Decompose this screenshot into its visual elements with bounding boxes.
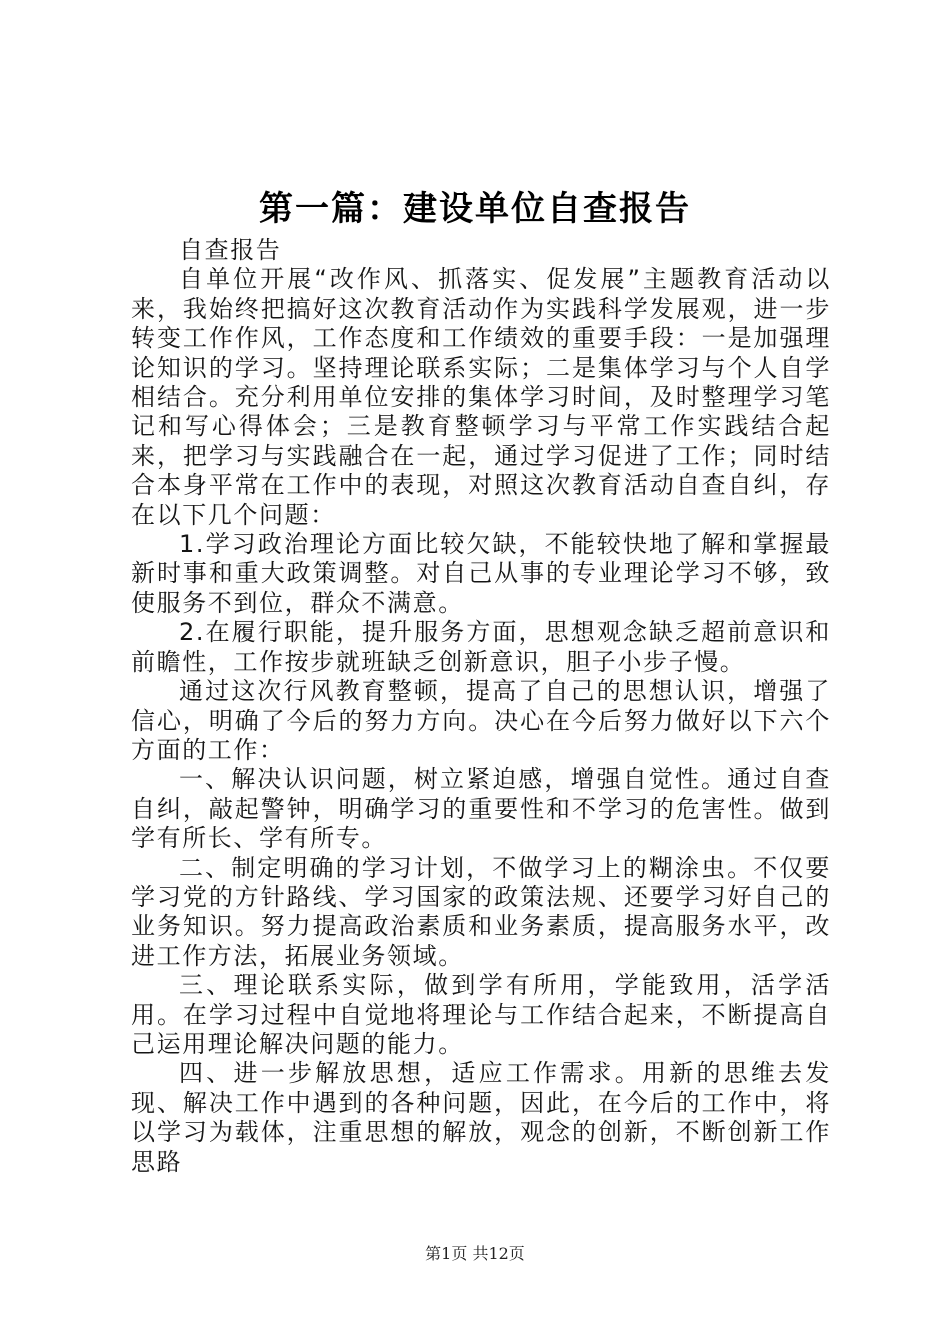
page-number-footer: 第1页 共12页 <box>425 1244 525 1263</box>
paragraph-intro: 自单位开展“改作风、抓落实、促发展”主题教育活动以来，我始终把搞好这次教育活动作为实践科学发展观，进一步转变工作作风，工作态度和工作绩效的重要手段：一是加强理论知识的学习。坚持理论联系实际；二是集体学习与个人自学相结合。充分利用单位安排的集体学习时间，及时整理学习笔记和写心得体会；三是教育整顿学习与平常工作实践结合起来，把学习与实践融合在一起，通过学习促进了工作；同时结合本身平常在工作中的表现，对照这次教育活动自查自纠，存在以下几个问题： <box>131 265 831 529</box>
paragraph-measure-4: 四、进一步解放思想，适应工作需求。用新的思维去发现、解决工作中遇到的各种问题，因此，在今后的工作中，将以学习为载体，注重思想的解放，观念的创新，不断创新工作思路 <box>131 1059 831 1176</box>
paragraph-measure-2: 二、制定明确的学习计划，不做学习上的糊涂虫。不仅要学习党的方针路线、学习国家的政策法规、还要学习好自己的业务知识。努力提高政治素质和业务素质，提高服务水平，改进工作方法，拓展业务领域。 <box>131 853 831 970</box>
paragraph-issue-2: 2.在履行职能，提升服务方面，思想观念缺乏超前意识和前瞻性，工作按步就班缺乏创新意识，胆子小步子慢。 <box>131 618 831 676</box>
document-title: 第一篇：建设单位自查报告 <box>259 189 691 229</box>
document-body <box>131 236 831 1177</box>
paragraph-measure-1: 一、解决认识问题，树立紧迫感，增强自觉性。通过自查自纠，敲起警钟，明确学习的重要性和不学习的危害性。做到学有所长、学有所专。 <box>131 765 831 853</box>
paragraph-resolution: 通过这次行风教育整顿，提高了自己的思想认识，增强了信心，明确了今后的努力方向。决心在今后努力做好以下六个方面的工作： <box>131 677 831 764</box>
paragraph-measure-3: 三、理论联系实际，做到学有所用，学能致用，活学活用。在学习过程中自觉地将理论与工作结合起来，不断提高自己运用理论解决问题的能力。 <box>131 971 831 1058</box>
paragraph-issue-1: 1.学习政治理论方面比较欠缺，不能较快地了解和掌握最新时事和重大政策调整。对自己从事的专业理论学习不够，致使服务不到位，群众不满意。 <box>131 530 831 617</box>
paragraph-heading: 自查报告 <box>179 236 282 264</box>
